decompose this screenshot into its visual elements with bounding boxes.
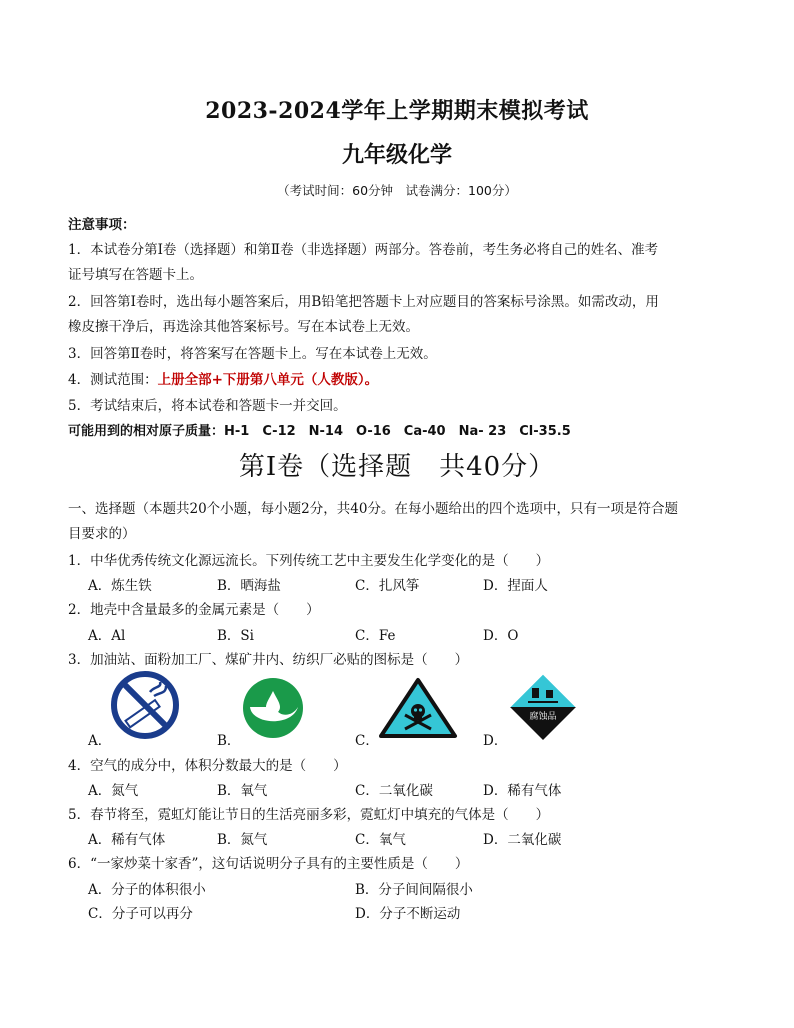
no-smoking-icon [110, 670, 180, 740]
exam-meta: （考试时间：60分钟 试卷满分：100分） [277, 183, 517, 198]
question-6-stem: 6．“一家炒菜十家香”，这句话说明分子具有的主要性质是（ ） [68, 856, 469, 872]
note-4-prefix: 4．测试范围： [68, 372, 158, 388]
q5-option-d[interactable]: D．二氧化碳 [483, 832, 562, 848]
q3-option-a[interactable]: A． [88, 733, 112, 749]
water-saving-icon [242, 677, 304, 739]
q5-option-c[interactable]: C．氧气 [355, 832, 406, 848]
q4-option-a[interactable]: A．氮气 [88, 783, 139, 799]
q1-option-d[interactable]: D．捏面人 [483, 578, 548, 594]
q5-option-b[interactable]: B．氮气 [217, 832, 268, 848]
q2-option-d[interactable]: D．O [483, 628, 519, 644]
atomic-mass-values: H-1 C-12 N-14 O-16 Ca-40 Na- 23 Cl-35.5 [224, 424, 571, 439]
q4-option-b[interactable]: B．氧气 [217, 783, 268, 799]
question-1-stem: 1．中华优秀传统文化源远流长。下列传统工艺中主要发生化学变化的是（ ） [68, 553, 550, 569]
note-5: 5．考试结束后，将本试卷和答题卡一并交回。 [68, 398, 347, 414]
q3-option-c[interactable]: C． [355, 733, 379, 749]
section-intro-b: 目要求的） [68, 526, 136, 542]
q2-option-c[interactable]: C．Fe [355, 628, 396, 644]
question-5-stem: 5．春节将至，霓虹灯能让节日的生活亮丽多彩，霓虹灯中填充的气体是（ ） [68, 807, 550, 823]
q2-option-b[interactable]: B．Si [217, 628, 254, 644]
note-2b: 橡皮擦干净后，再选涂其他答案标号。写在本试卷上无效。 [68, 319, 419, 335]
note-3: 3．回答第Ⅱ卷时，将答案写在答题卡上。写在本试卷上无效。 [68, 346, 437, 362]
note-1b: 证号填写在答题卡上。 [68, 267, 203, 283]
corrosive-label: 腐蚀品 [529, 712, 557, 722]
q6-option-c[interactable]: C．分子可以再分 [88, 906, 193, 922]
question-3-stem: 3．加油站、面粉加工厂、煤矿井内、纺织厂必贴的图标是（ ） [68, 652, 469, 668]
q6-option-b[interactable]: B．分子间间隔很小 [355, 882, 473, 898]
exam-title: 2023-2024学年上学期期末模拟考试 [205, 98, 589, 124]
atomic-mass-line [68, 420, 571, 439]
q1-option-a[interactable]: A．炼生铁 [88, 578, 152, 594]
q6-option-a[interactable]: A．分子的体积很小 [88, 882, 206, 898]
toxic-icon [378, 677, 458, 739]
q2-option-a[interactable]: A．Al [88, 628, 126, 644]
corrosive-icon [508, 672, 578, 742]
atomic-mass-label: 可能用到的相对原子质量： [68, 424, 225, 439]
q5-option-a[interactable]: A．稀有气体 [88, 832, 166, 848]
notes-title: 注意事项： [68, 217, 136, 233]
q1-option-c[interactable]: C．扎风筝 [355, 578, 420, 594]
note-2a: 2．回答第Ⅰ卷时，选出每小题答案后，用B铅笔把答题卡上对应题目的答案标号涂黑。如需改动，用 [68, 294, 659, 310]
q3-option-b[interactable]: B． [217, 733, 241, 749]
section-title: 第Ⅰ卷（选择题 共40分） [238, 452, 556, 482]
note-4 [68, 368, 378, 388]
question-4-stem: 4．空气的成分中，体积分数最大的是（ ） [68, 758, 347, 774]
section-intro-a: 一、选择题（本题共20个小题，每小题2分，共40分。在每小题给出的四个选项中，只有一项是符合题 [68, 501, 678, 517]
test-scope: 上册全部+下册第八单元（人教版）。 [157, 372, 379, 388]
q6-option-d[interactable]: D．分子不断运动 [355, 906, 461, 922]
note-1a: 1．本试卷分第Ⅰ卷（选择题）和第Ⅱ卷（非选择题）两部分。答卷前，考生务必将自己的姓名、准考 [68, 242, 659, 258]
q3-option-d[interactable]: D． [483, 733, 508, 749]
question-2-stem: 2．地壳中含量最多的金属元素是（ ） [68, 602, 320, 618]
q4-option-c[interactable]: C．二氧化碳 [355, 783, 433, 799]
q4-option-d[interactable]: D．稀有气体 [483, 783, 562, 799]
exam-subtitle: 九年级化学 [341, 142, 452, 168]
q1-option-b[interactable]: B．晒海盐 [217, 578, 281, 594]
